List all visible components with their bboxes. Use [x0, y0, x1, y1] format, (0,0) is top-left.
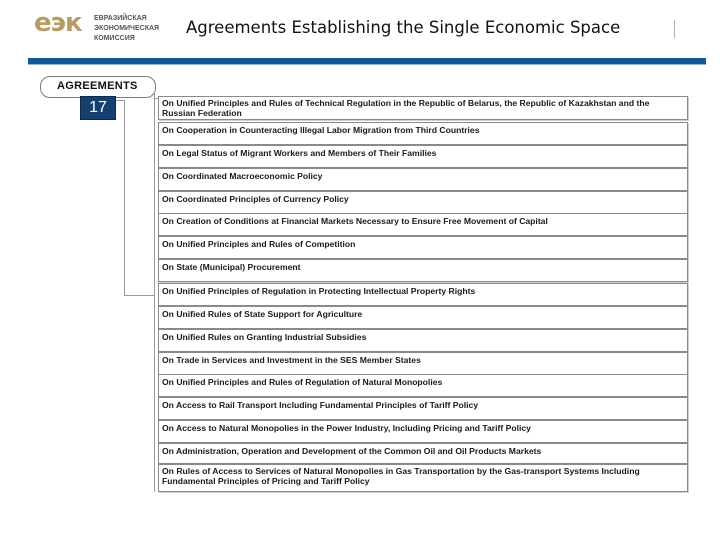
- agreement-title: On Unified Principles and Rules of Competition: [162, 239, 356, 249]
- agreement-title: On Unified Principles and Rules of Technical Regulation in the Republic of Belarus, the Republic of Kazakhstan and the Russian Federation: [162, 98, 650, 118]
- agreement-row: [158, 122, 688, 145]
- agreement-row: [158, 329, 688, 352]
- title-divider: [674, 20, 675, 38]
- agreement-title: On Unified Principles of Regulation in Protecting Intellectual Property Rights: [162, 286, 476, 296]
- header-bar-line: [28, 64, 706, 65]
- agreement-title: On State (Municipal) Procurement: [162, 262, 301, 272]
- agreements-count-badge: 17: [80, 96, 116, 120]
- agreement-row: [158, 352, 688, 375]
- agreement-title: On Creation of Conditions at Financial Markets Necessary to Ensure Free Movement of Capital: [162, 216, 548, 226]
- agreement-title: On Cooperation in Counteracting Illegal Labor Migration from Third Countries: [162, 125, 480, 135]
- page-title: Agreements Establishing the Single Economic Space: [186, 18, 621, 37]
- agreement-title: On Unified Rules of State Support for Agriculture: [162, 309, 363, 319]
- agreement-row: [158, 283, 688, 306]
- logo: [34, 10, 164, 50]
- agreement-title: On Trade in Services and Investment in the SES Member States: [162, 355, 421, 365]
- connector-line: [124, 100, 125, 295]
- agreement-row: [158, 374, 688, 397]
- agreement-row: [158, 213, 688, 236]
- agreement-row: [158, 306, 688, 329]
- agreement-row: [158, 96, 688, 120]
- agreements-label-box: [40, 76, 156, 98]
- agreement-title: On Unified Principles and Rules of Regulation of Natural Monopolies: [162, 377, 443, 387]
- logo-line-1: ЕВРАЗИЙСКАЯ: [94, 15, 147, 22]
- agreement-row: [158, 145, 688, 168]
- logo-line-2: ЭКОНОМИЧЕСКАЯ: [94, 25, 160, 32]
- agreement-row: [158, 420, 688, 443]
- agreement-title: On Access to Rail Transport Including Fundamental Principles of Tariff Policy: [162, 400, 479, 410]
- agreement-title: On Administration, Operation and Development of the Common Oil and Oil Products Markets: [162, 446, 542, 456]
- agreement-row: [158, 397, 688, 420]
- agreement-row: [158, 168, 688, 191]
- agreement-title: On Access to Natural Monopolies in the Power Industry, Including Pricing and Tariff Policy: [162, 423, 531, 433]
- connector-line: [124, 295, 154, 296]
- agreement-title: On Unified Rules on Granting Industrial Subsidies: [162, 332, 367, 342]
- logo-text: [94, 14, 159, 44]
- agreement-title: On Rules of Access to Services of Natural Monopolies in Gas Transportation by the Gas-transport Systems Including Fundamental Principles of Pricing and Tariff Policy: [162, 466, 640, 486]
- agreement-title: On Coordinated Principles of Currency Policy: [162, 194, 349, 204]
- agreement-row: [158, 191, 688, 214]
- logo-line-3: КОМИССИЯ: [94, 35, 135, 42]
- agreement-row: [158, 443, 688, 464]
- agreement-row: [158, 236, 688, 259]
- agreement-row: [158, 464, 688, 492]
- connector-line: [154, 92, 155, 492]
- agreements-label: AGREEMENTS: [57, 80, 138, 92]
- connector-line: [116, 100, 124, 101]
- logo-mark: еэк: [34, 8, 82, 38]
- agreement-title: On Legal Status of Migrant Workers and Members of Their Families: [162, 148, 437, 158]
- agreement-row: [158, 259, 688, 282]
- agreement-title: On Coordinated Macroeconomic Policy: [162, 171, 323, 181]
